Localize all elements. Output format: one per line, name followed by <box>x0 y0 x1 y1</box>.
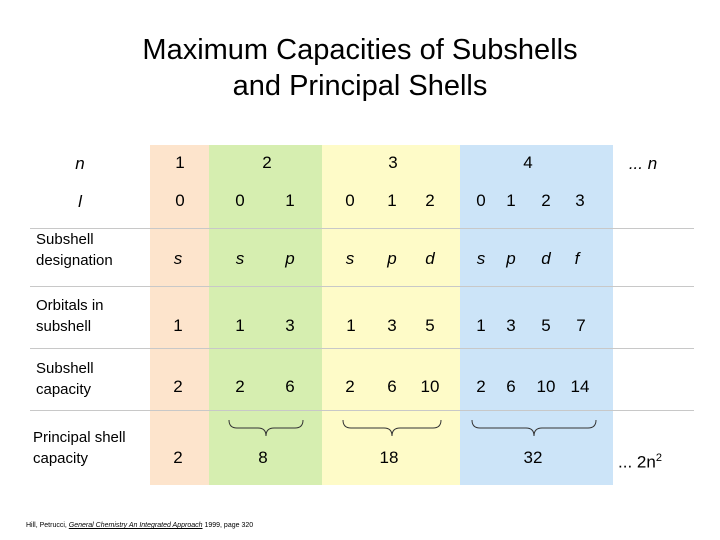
designation-value: s <box>345 249 355 268</box>
l-value: 0 <box>175 191 185 210</box>
l-value: 2 <box>425 191 435 210</box>
l-value: 1 <box>506 191 516 210</box>
orbitals-value: 5 <box>541 316 551 335</box>
n-value: 2 <box>262 153 272 172</box>
subshell-capacity-value: 2 <box>173 377 183 396</box>
subshell-capacity-value: 10 <box>420 377 440 396</box>
citation-year-page: 1999, page 320 <box>202 522 254 529</box>
shell-2-brace <box>228 418 304 440</box>
row-divider <box>30 410 694 411</box>
citation-authors: Hill, Petrucci, <box>26 522 69 529</box>
orbitals-value: 3 <box>387 316 397 335</box>
l-value: 1 <box>387 191 397 210</box>
citation <box>26 521 253 530</box>
l-value: 0 <box>345 191 355 210</box>
orbitals-value: 3 <box>506 316 516 335</box>
l-value: 3 <box>575 191 585 210</box>
orbitals-value: 1 <box>476 316 486 335</box>
l-value: 0 <box>476 191 486 210</box>
principal-capacity-exponent: 2 <box>655 452 662 464</box>
subshell-capacity-value: 6 <box>285 377 295 396</box>
designation-value: p <box>285 249 295 268</box>
subshell-capacity-value: 2 <box>476 377 486 396</box>
principal-capacity-value: 18 <box>379 448 399 467</box>
row-label-designation: Subshell designation <box>36 231 113 269</box>
designation-value: d <box>425 249 435 268</box>
row-label-principal-capacity: Principal shell capacity <box>33 429 126 467</box>
l-value: 0 <box>235 191 245 210</box>
principal-capacity-general <box>618 448 662 473</box>
n-value: 1 <box>175 153 185 172</box>
orbitals-value: 1 <box>346 316 356 335</box>
orbitals-value: 7 <box>576 316 586 335</box>
row-label-orbitals: Orbitals in subshell <box>36 297 104 335</box>
orbitals-value: 3 <box>285 316 295 335</box>
designation-value: s <box>235 249 245 268</box>
subshell-capacity-value: 2 <box>345 377 355 396</box>
orbitals-value: 5 <box>425 316 435 335</box>
principal-capacity-value: 2 <box>173 448 183 467</box>
orbitals-value: 1 <box>235 316 245 335</box>
orbitals-value: 1 <box>173 316 183 335</box>
principal-capacity-value: 32 <box>523 448 543 467</box>
designation-value: p <box>387 249 397 268</box>
designation-value: p <box>506 249 516 268</box>
subshell-capacity-value: 2 <box>235 377 245 396</box>
l-value: 1 <box>285 191 295 210</box>
row-label-l: l <box>78 192 82 211</box>
l-value: 2 <box>541 191 551 210</box>
shell-3-brace <box>342 418 442 440</box>
principal-capacity-formula: ... 2n <box>618 452 656 472</box>
subshell-capacity-value: 10 <box>536 377 556 396</box>
n-value: 4 <box>523 153 533 172</box>
n-value: ... n <box>628 154 658 173</box>
page-title-line-2: and Principal Shells <box>232 70 488 102</box>
designation-value: s <box>476 249 486 268</box>
row-label-n: n <box>75 154 85 173</box>
row-divider <box>30 286 694 287</box>
row-divider <box>30 348 694 349</box>
subshell-capacity-value: 14 <box>570 377 590 396</box>
designation-value: d <box>541 249 551 268</box>
n-value: 3 <box>388 153 398 172</box>
designation-value: s <box>173 249 183 268</box>
shell-4-brace <box>471 418 597 440</box>
subshell-capacity-value: 6 <box>506 377 516 396</box>
row-label-subshell-capacity: Subshell capacity <box>36 360 94 398</box>
principal-capacity-value: 8 <box>258 448 268 467</box>
page-title-line-1: Maximum Capacities of Subshells <box>142 34 578 66</box>
citation-book-title: General Chemistry An Integrated Approach <box>68 522 203 529</box>
subshell-capacity-value: 6 <box>387 377 397 396</box>
designation-value: f <box>574 249 580 268</box>
